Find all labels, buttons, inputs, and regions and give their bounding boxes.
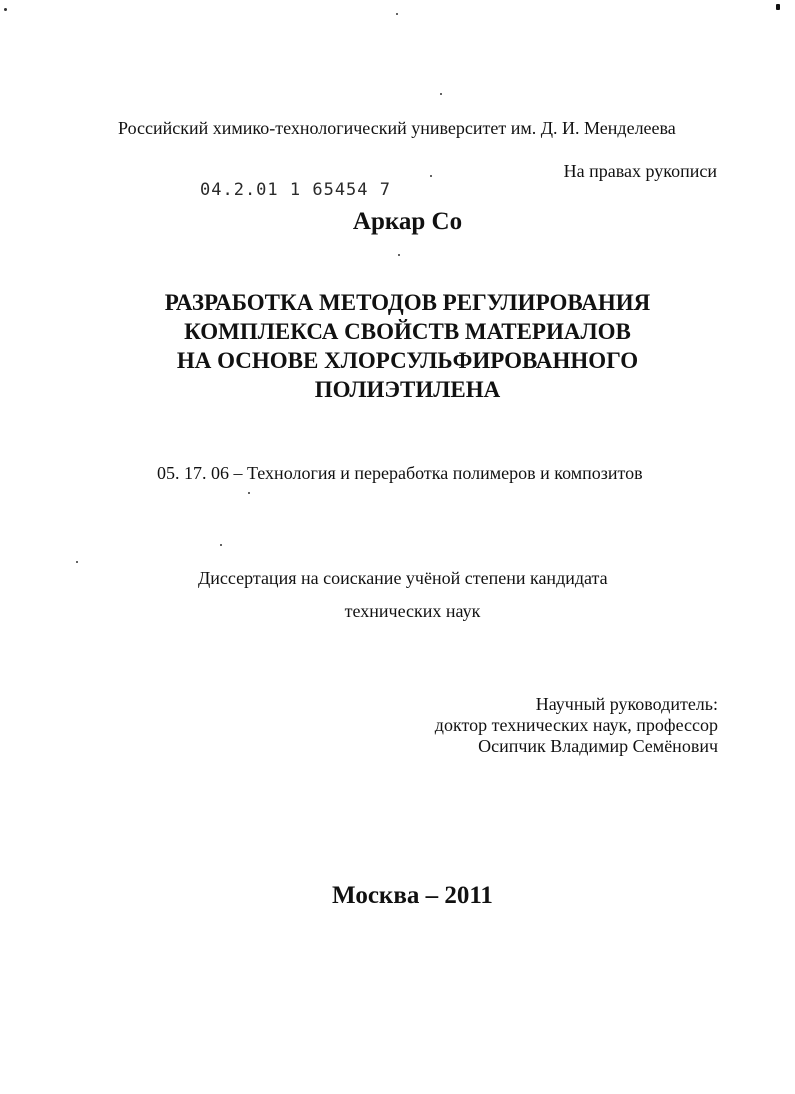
scan-speck (76, 561, 78, 563)
title-line: РАЗРАБОТКА МЕТОДОВ РЕГУЛИРОВАНИЯ (164, 290, 651, 315)
supervisor-name: Осипчик Владимир Семёнович (478, 736, 718, 756)
scan-speck (398, 254, 400, 256)
university-name: Российский химико-технологический университет им. Д. И. Менделеева (118, 118, 676, 138)
scan-speck (248, 492, 250, 494)
title-line: ПОЛИЭТИЛЕНА (314, 377, 501, 402)
registration-stamp: 04.2.01 1 65454 7 (200, 180, 391, 200)
dissertation-title (0, 288, 795, 404)
scan-speck (776, 4, 780, 10)
title-line: КОМПЛЕКСА СВОЙСТВ МАТЕРИАЛОВ (184, 319, 631, 344)
title-line: НА ОСНОВЕ ХЛОРСУЛЬФИРОВАННОГО (176, 348, 639, 373)
dissertation-degree-line-2: технических наук (344, 601, 481, 621)
scan-speck (396, 13, 398, 15)
dissertation-degree-line-1: Диссертация на соискание учёной степени кандидата (198, 568, 608, 588)
scan-speck (440, 93, 442, 95)
scan-speck (430, 175, 432, 177)
scan-speck (220, 544, 222, 546)
supervisor-degree: доктор технических наук, профессор (434, 715, 718, 735)
specialty-code: 05. 17. 06 – Технология и переработка полимеров и композитов (157, 463, 643, 483)
scan-speck (4, 8, 7, 11)
author-name: Аркар Со (352, 208, 463, 235)
city-year: Москва – 2011 (332, 882, 493, 909)
supervisor-block (435, 694, 718, 757)
rights-note: На правах рукописи (563, 161, 717, 181)
supervisor-label: Научный руководитель: (535, 694, 718, 714)
